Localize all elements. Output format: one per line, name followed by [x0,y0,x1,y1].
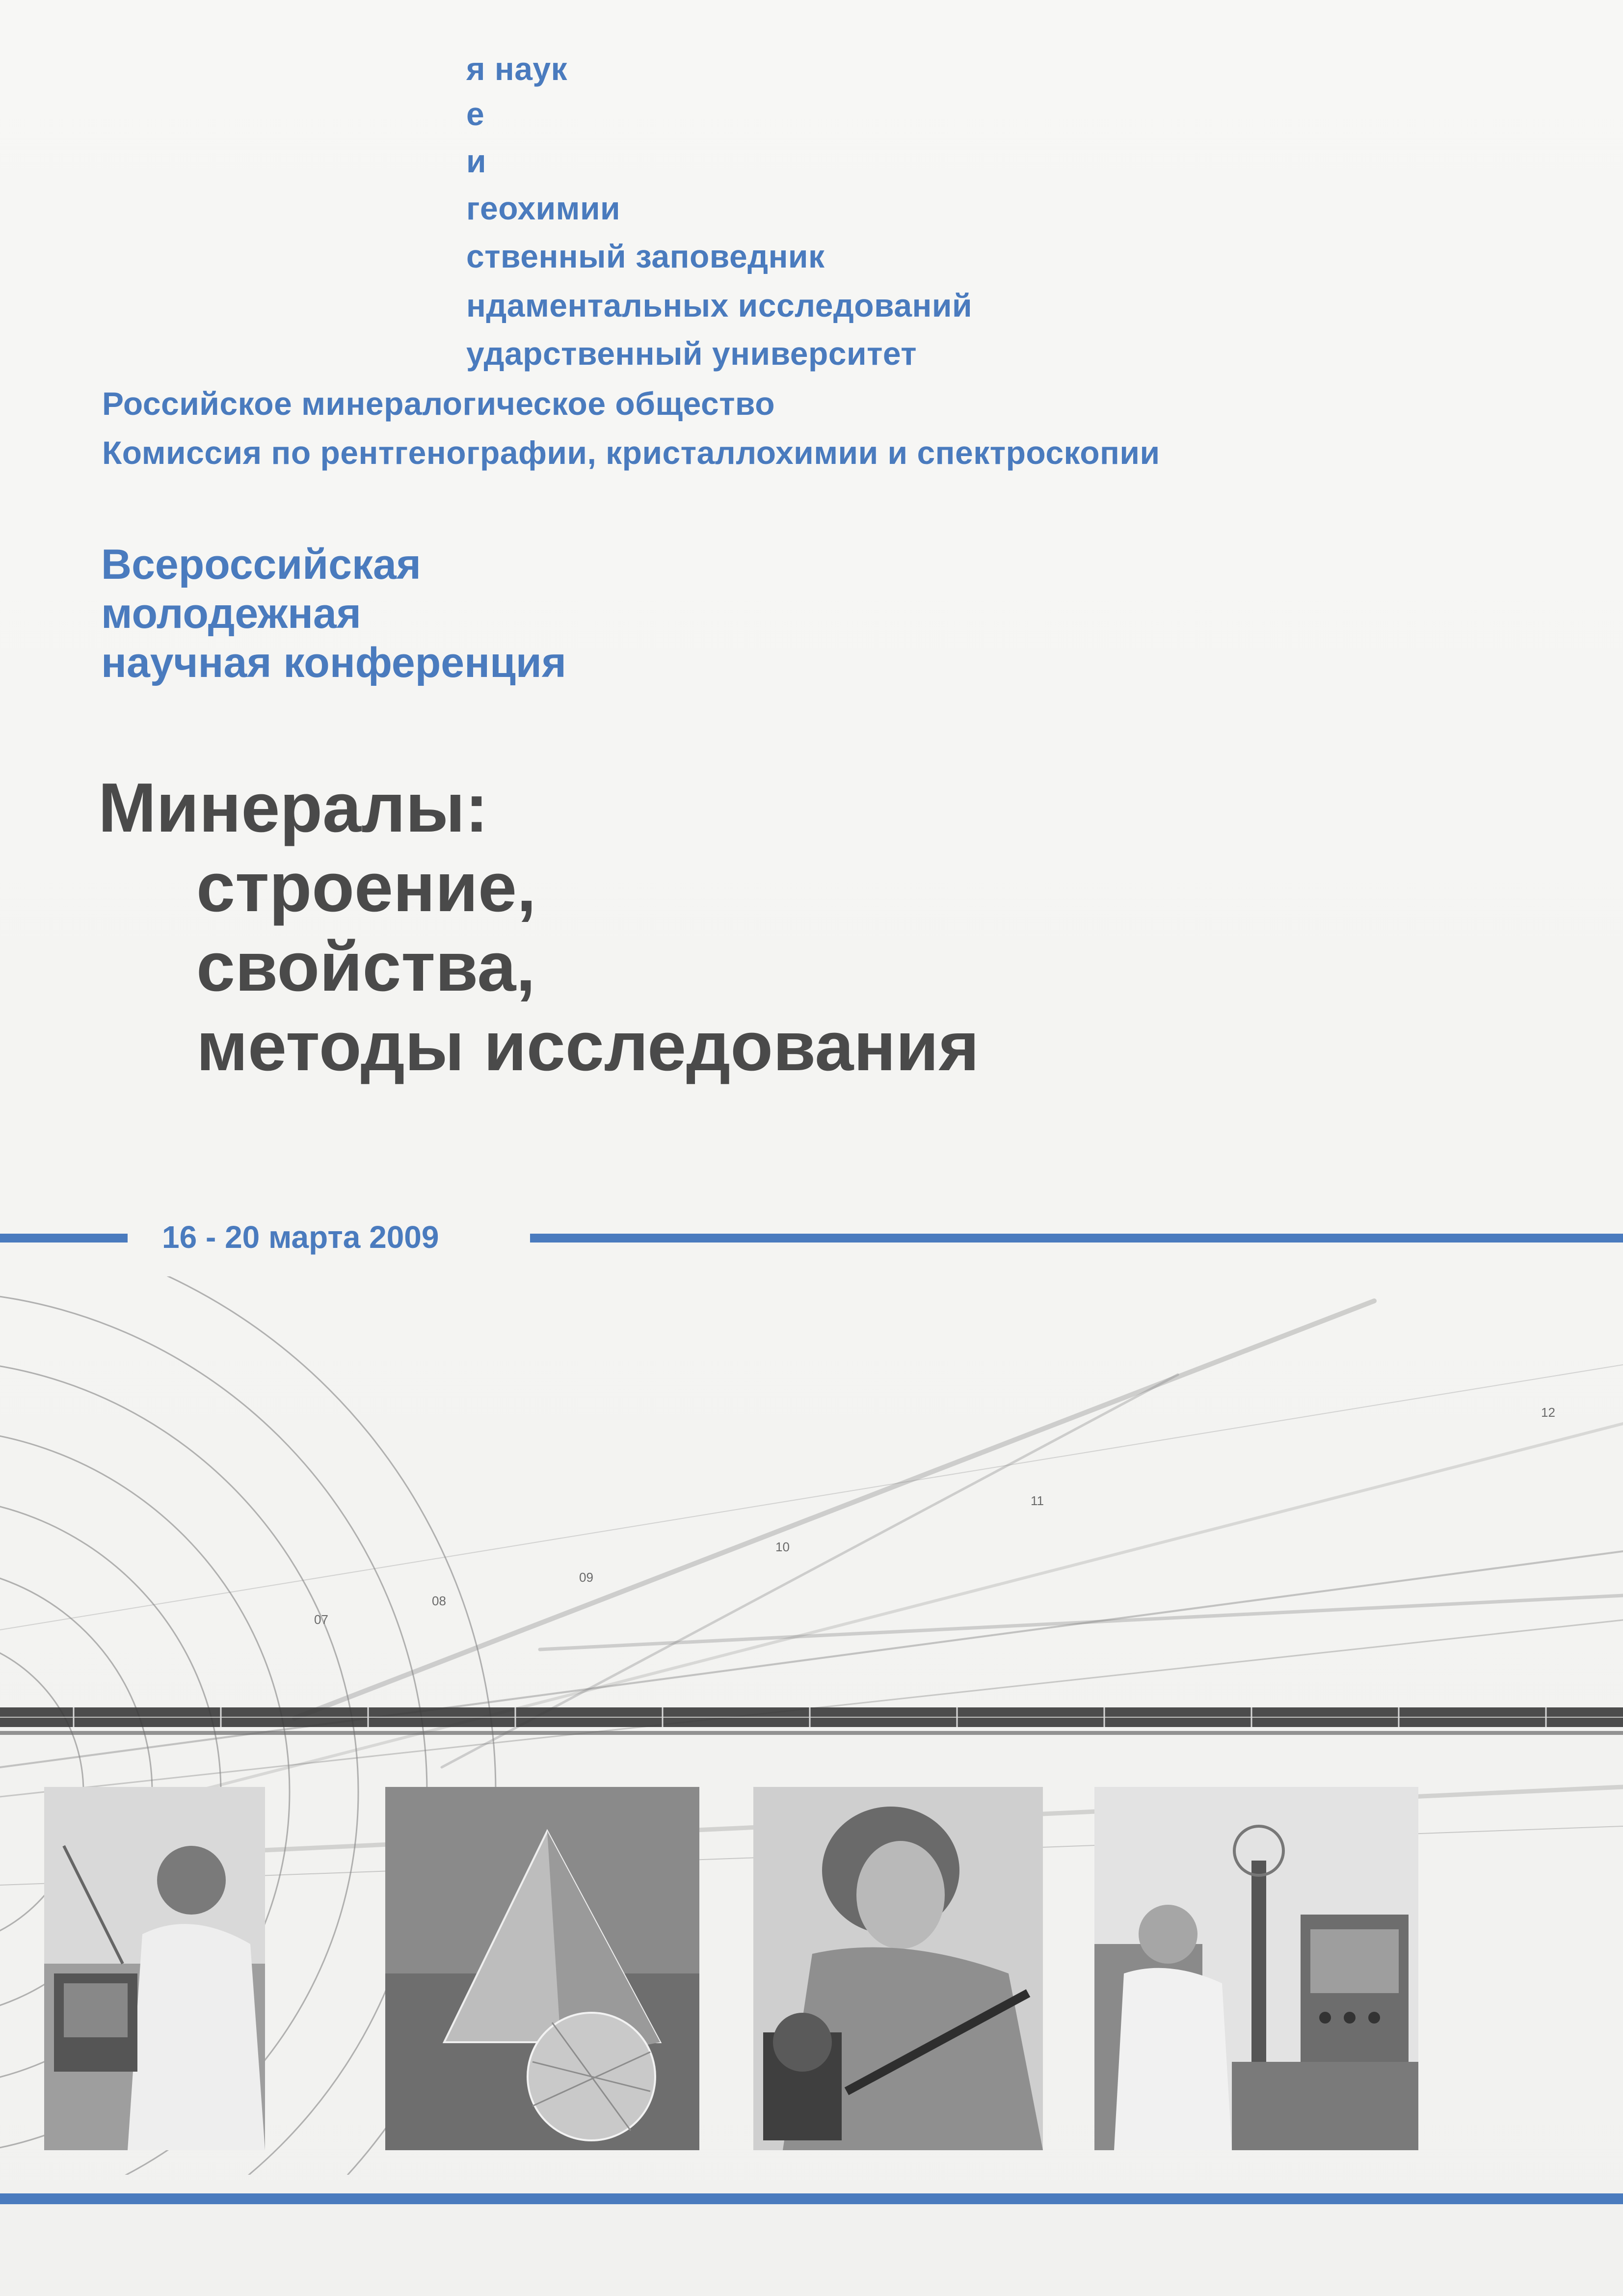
conference-title-line: свойства, [196,928,535,1006]
date-band-line-left [0,1234,128,1243]
scale-label: 10 [775,1540,790,1554]
date-band-line-right [530,1234,1623,1243]
conference-title [98,768,979,1086]
scale-label: 11 [1031,1493,1044,1508]
photo-crystal-pyramid [385,1787,699,2150]
photo-researcher-at-instrument [44,1787,265,2150]
organizer-line: Комиссия по рентгенографии, кристаллохимии и спектроскопии [102,434,1160,471]
microscope-icon [753,1787,1043,2150]
organizer-line: и [466,143,487,179]
scale-label: 09 [579,1570,593,1585]
organizer-line: Российское минералогическое общество [102,385,775,422]
organizer-line: геохимии [466,190,621,226]
photo-lab-equipment [1094,1787,1418,2150]
conference-title-line: Минералы: [98,769,488,847]
scale-label: 08 [432,1594,446,1608]
organizer-line: ственный заповедник [466,238,825,274]
crystal-icon [385,1787,699,2150]
conference-title-line: методы исследования [196,1007,980,1085]
organizer-line: я наук [466,51,568,87]
lab-equipment-icon [1094,1787,1418,2150]
organizer-line: ндаментальных исследований [466,287,973,324]
conference-type-line: молодежная [101,590,361,637]
date-band [0,1215,1623,1259]
conference-title-line: строение, [196,848,536,926]
scale-label: 07 [314,1612,328,1627]
conference-type-line: Всероссийская [101,541,421,588]
conference-dates: 16 - 20 марта 2009 [162,1219,439,1255]
photo-scientist-at-microscope [753,1787,1043,2150]
conference-type-line: научная конференция [101,639,566,686]
scale-label: 12 [1541,1405,1555,1420]
bottom-accent-line [0,2193,1623,2204]
organizer-line: ударственный университет [466,335,917,372]
conference-type [101,540,566,687]
organizer-line: е [466,96,485,132]
researcher-icon [44,1787,265,2150]
